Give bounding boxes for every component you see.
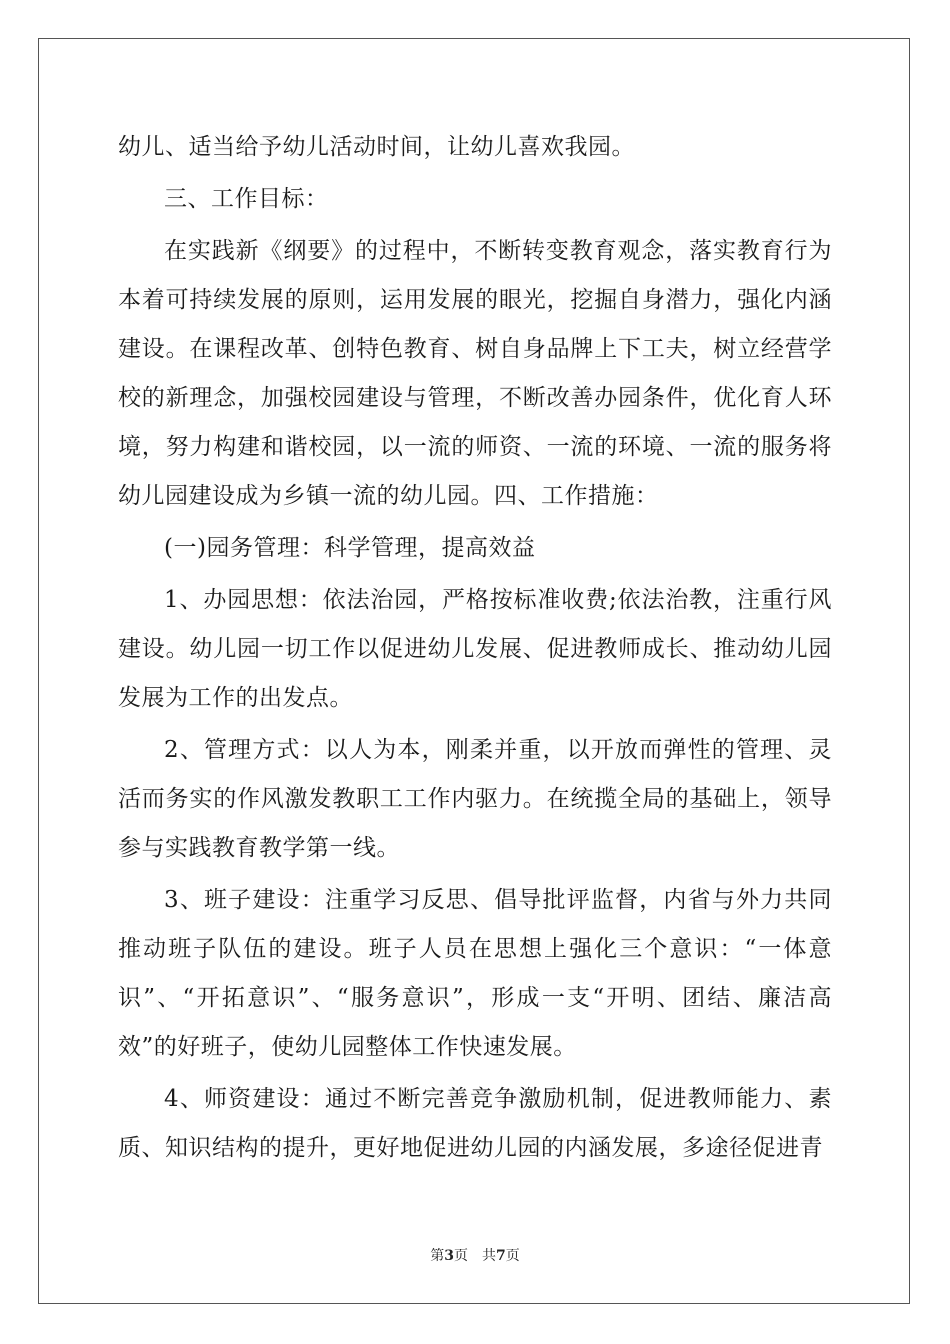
page-footer xyxy=(0,1245,950,1265)
subsection-heading-management: (一)园务管理：科学管理，提高效益 xyxy=(164,535,536,561)
footer-page-prefix: 第 xyxy=(430,1248,445,1264)
paragraph-goals: 在实践新《纲要》的过程中，不断转变教育观念，落实教育行为本着可持续发展的原则，运用发展的眼光，挖掘自身潜力，强化内涵建设。在课程改革、创特色教育、树自身品牌上下工夫，树立经营学校的新理念，加强校园建设与管理，不断改善办园条件，优化育人环境，努力构建和谐校园，以一流的师资、一流的环境、一流的服务将幼儿园建设成为乡镇一流的幼儿园。四、工作措施： xyxy=(118,238,832,509)
paragraph-item-4: 4、师资建设：通过不断完善竞争激励机制，促进教师能力、素质、知识结构的提升，更好地促进幼儿园的内涵发展，多途径促进青 xyxy=(118,1086,832,1161)
paragraph-item-2: 2、管理方式：以人为本，刚柔并重，以开放而弹性的管理、灵活而务实的作风激发教职工工作内驱力。在统揽全局的基础上，领导参与实践教育教学第一线。 xyxy=(118,737,832,861)
paragraph-item-3: 3、班子建设：注重学习反思、倡导批评监督，内省与外力共同推动班子队伍的建设。班子人员在思想上强化三个意识：“一体意识”、“开拓意识”、“服务意识”，形成一支“开明、团结、廉洁高效”的好班子，使幼儿园整体工作快速发展。 xyxy=(118,887,832,1060)
footer-page-total: 7 xyxy=(496,1248,506,1264)
footer-page-current: 3 xyxy=(444,1248,454,1264)
section-heading-goals: 三、工作目标： xyxy=(164,186,329,212)
paragraph-continuation: 幼儿、适当给予幼儿活动时间，让幼儿喜欢我园。 xyxy=(118,134,635,160)
document-body xyxy=(118,123,832,1173)
footer-page-mid: 页 共 xyxy=(454,1248,496,1264)
paragraph-item-1: 1、办园思想：依法治园，严格按标准收费;依法治教，注重行风建设。幼儿园一切工作以促进幼儿发展、促进教师成长、推动幼儿园发展为工作的出发点。 xyxy=(118,587,832,711)
footer-page-suffix: 页 xyxy=(505,1248,520,1264)
